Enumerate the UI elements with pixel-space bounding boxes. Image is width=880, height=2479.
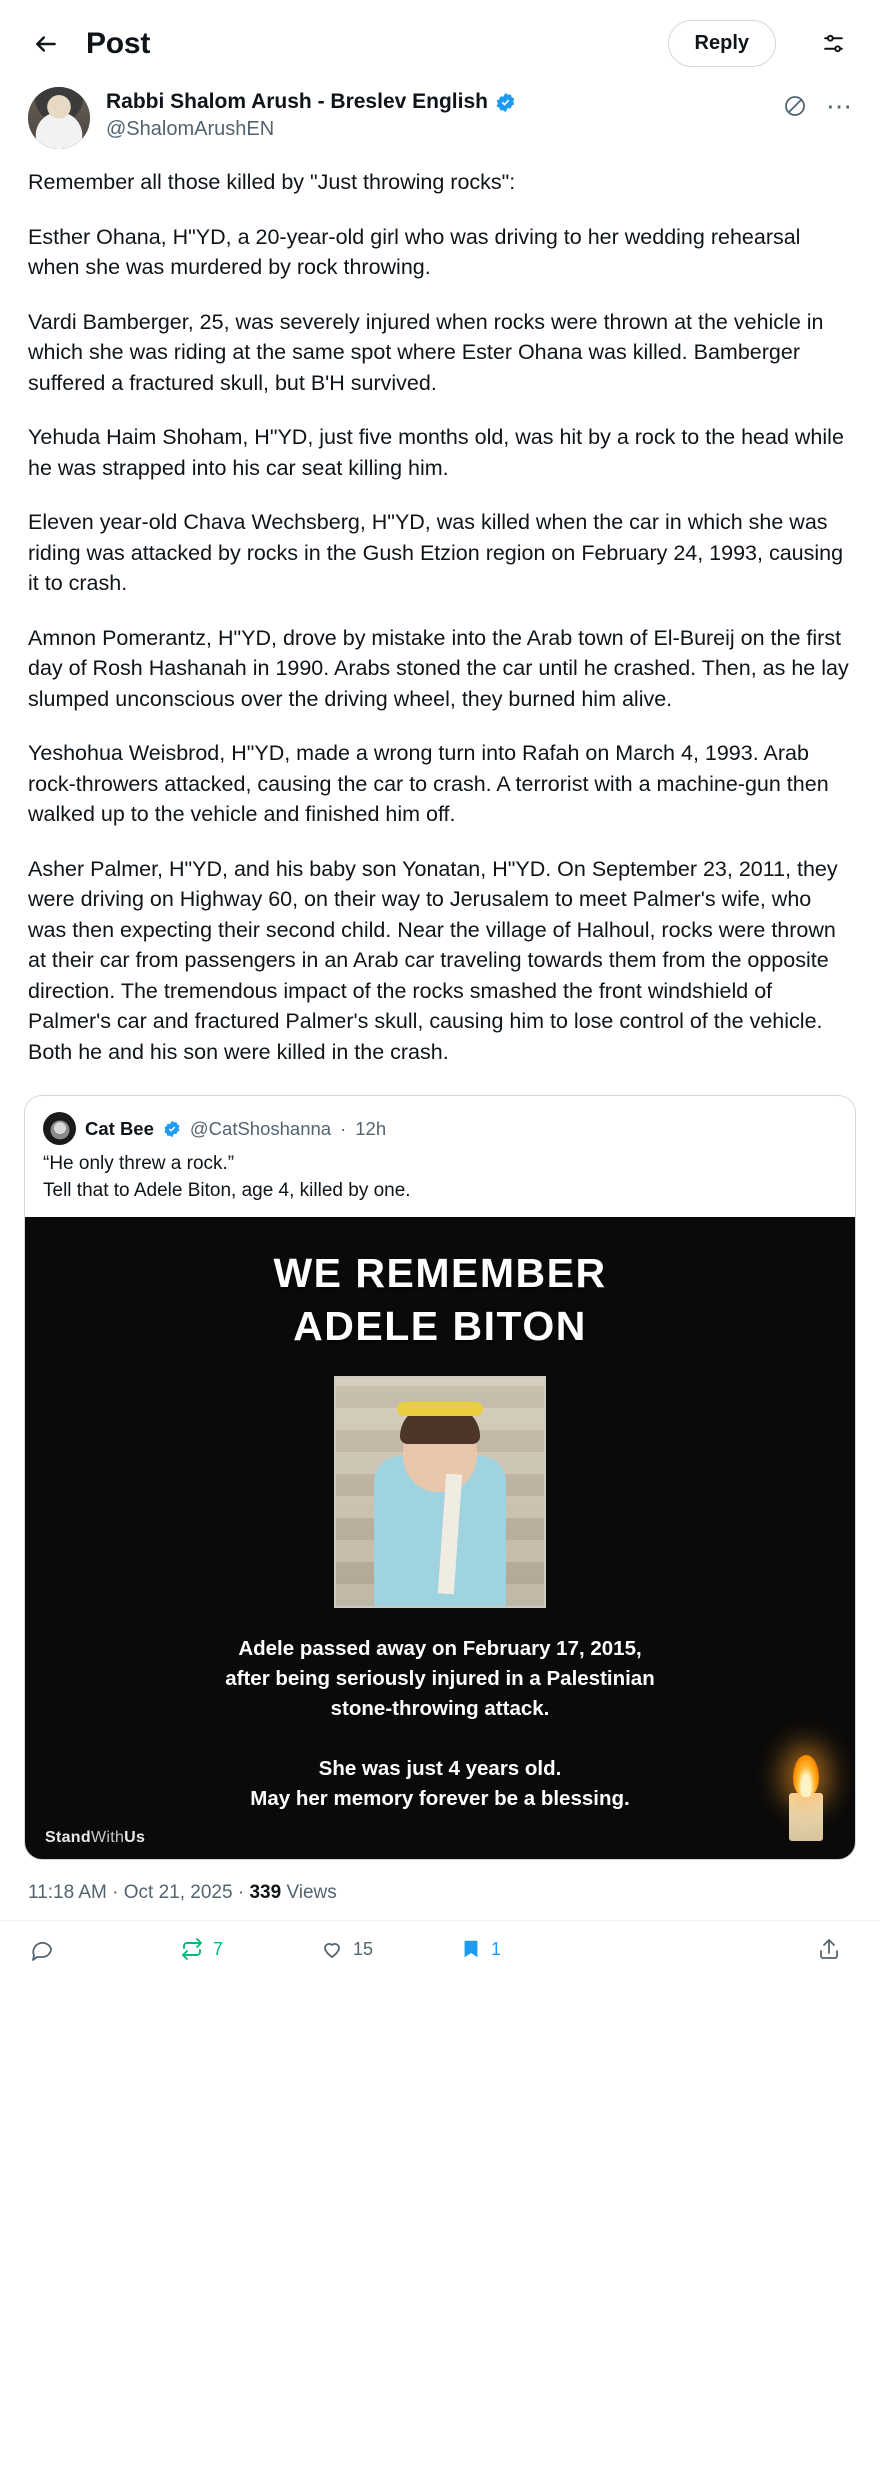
quoted-post-header [25,1096,855,1145]
views-count: 339 [249,1882,282,1904]
post-paragraph: Asher Palmer, H"YD, and his baby son Yonatan, H"YD. On September 23, 2011, they were driving on Highway 60, on their way to Jerusalem to meet Palmer's wife, who was then expecting their second child. Near the village of Halhoul, rocks were thrown at their car from passengers in an Arab car traveling towards them from the opposite direction. The tremendous impact of the rocks smashed the front windshield of Palmer's car and fractured Palmer's skull, causing him to lose control of the vehicle. Both he and his son were killed in the crash. [28,856,838,1064]
share-action[interactable] [817,1937,850,1961]
memorial-photo [334,1376,546,1608]
quoted-handle: @CatShoshanna [189,1117,332,1139]
memorial-closing [47,1754,833,1860]
like-count: 15 [353,1938,374,1959]
watermark-bold2: Us [124,1829,146,1847]
author-display-name[interactable]: Rabbi Shalom Arush - Breslev English [106,90,488,113]
meta-dot: · [112,1882,119,1904]
author-handle[interactable]: @ShalomArushEN [106,118,275,141]
verified-badge-icon [163,1120,181,1138]
author-names [106,87,764,143]
memorial-caption [47,1634,833,1723]
post-paragraph: Remember all those killed by "Just throwing rocks": [28,170,516,194]
memorial-closing-line: She was just 4 years old. [318,1756,562,1780]
memorial-title-line1: WE REMEMBER [273,1249,607,1296]
post-meta [0,1860,880,1921]
page-title: Post [86,26,151,60]
post-paragraph: Yehuda Haim Shoham, H"YD, just five months old, was hit by a rock to the head while he was strapped into his car seat killing him. [28,425,844,480]
author-actions [780,87,852,121]
more-options-icon[interactable]: ⋯ [826,91,852,121]
watermark [45,1829,145,1847]
quoted-text-line: Tell that to Adele Biton, age 4, killed by one. [43,1179,411,1201]
watermark-bold1: Stand [45,1829,91,1847]
quoted-display-name: Cat Bee [85,1117,154,1139]
retweet-count: 7 [213,1938,224,1959]
page-header [0,0,880,81]
quoted-post-image[interactable] [25,1217,855,1859]
post-text [0,153,880,1091]
muted-icon[interactable] [780,91,810,121]
watermark-thin: With [90,1829,125,1847]
memorial-caption-line: stone-throwing attack. [330,1696,550,1720]
post-paragraph: Esther Ohana, H"YD, a 20-year-old girl who was driving to her wedding rehearsal when she was murdered by rock throwing. [28,224,801,280]
post-date: Oct 21, 2025 [123,1882,233,1904]
bookmark-action[interactable] [460,1938,600,1960]
candle-icon [779,1755,833,1841]
bookmark-count: 1 [491,1938,502,1959]
post-paragraph: Eleven year-old Chava Wechsberg, H"YD, was killed when the car in which she was riding was attacked by rocks in the Gush Etzion region on February 24, 1993, causing it to crash. [28,510,844,596]
reply-action[interactable] [30,1937,180,1961]
memorial-closing-line: May her memory forever be a blessing. [250,1787,630,1811]
memorial-title-line2: ADELE BITON [293,1303,587,1350]
reply-button[interactable]: Reply [668,20,776,67]
action-bar [0,1921,880,1983]
memorial-caption-line: after being seriously injured in a Palestinian [225,1667,655,1691]
memorial-caption-line: Adele passed away on February 17, 2015, [238,1637,642,1661]
quoted-separator: · [340,1117,347,1139]
back-arrow-icon[interactable] [28,26,64,62]
retweet-action[interactable] [180,1937,320,1961]
quoted-avatar[interactable] [43,1112,76,1145]
verified-badge-icon [495,92,516,113]
sliders-icon[interactable] [814,25,852,63]
post-paragraph: Yeshohua Weisbrod, H"YD, made a wrong turn into Rafah on March 4, 1993. Arab rock-throwers attacked, causing the car to crash. A terrorist with a machine-gun then walked up to the vehicle and finished him off. [28,741,829,827]
views-label: Views [286,1882,337,1904]
quoted-post-text [25,1145,855,1216]
quoted-post-card[interactable] [24,1095,856,1860]
like-action[interactable] [320,1937,460,1961]
meta-dot: · [237,1882,245,1904]
quoted-timestamp: 12h [355,1117,387,1139]
post-paragraph: Vardi Bamberger, 25, was severely injured when rocks were thrown at the vehicle in which she was riding at the same spot where Ester Ohana was killed. Bamberger suffered a fractured skull, but B'H survived. [28,309,824,395]
author-row [0,81,880,153]
post-time: 11:18 AM [28,1882,107,1904]
avatar[interactable] [28,87,90,149]
post-paragraph: Amnon Pomerantz, H"YD, drove by mistake into the Arab town of El-Bureij on the first day of Rosh Hashanah in 1990. Arabs stoned the car until he crashed. Then, as he lay slumped unconscious over the driving wheel, they burned him alive. [28,625,849,711]
quoted-text-line: “He only threw a rock.” [43,1153,235,1175]
